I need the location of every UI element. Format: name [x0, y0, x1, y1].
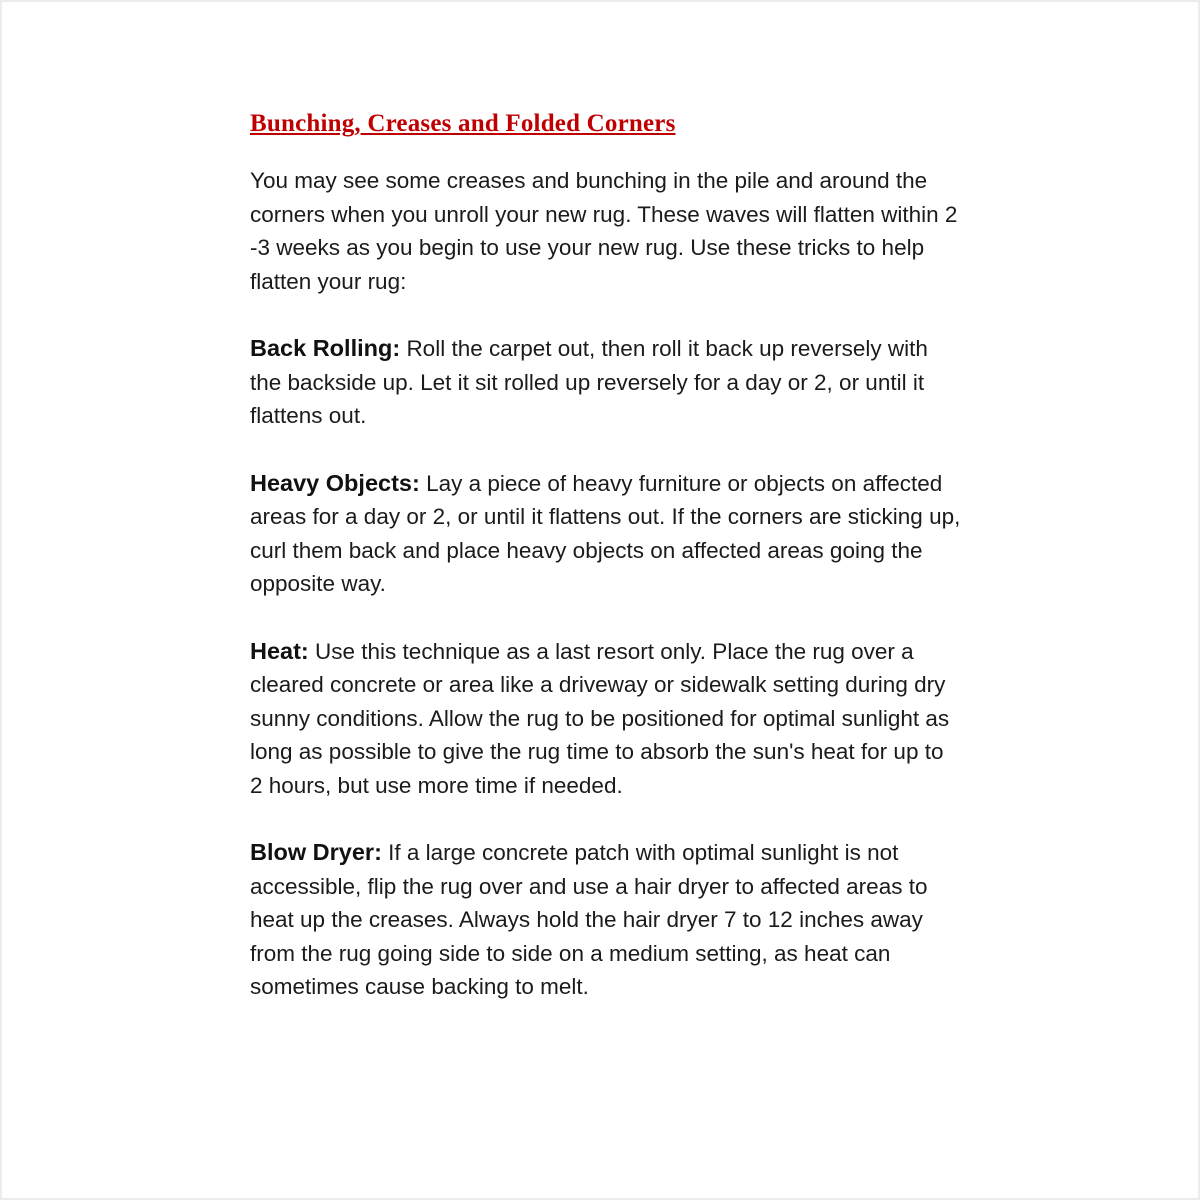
section-label-heavy-objects: Heavy Objects:: [250, 469, 420, 496]
section-heavy-objects: [250, 467, 962, 601]
section-text-heat: Use this technique as a last resort only. Place the rug over a cleared concrete or area like a driveway or sidewalk setting during dry sunny conditions. Allow the rug to be positioned for optimal sunlight as long as possible to give the rug time to absorb the sun's heat for up to 2 hours, but use more time if needed.: [250, 638, 950, 798]
section-heat: [250, 635, 962, 803]
section-text-blow-dryer: If a large concrete patch with optimal sunlight is not accessible, flip the rug over and use a hair dryer to affected areas to heat up the creases. Always hold the hair dryer 7 to 12 inches away from the rug going side to side on a medium setting, as heat can sometimes cause backing to melt.: [250, 840, 928, 999]
section-label-blow-dryer: Blow Dryer:: [250, 839, 382, 865]
section-back-rolling: [250, 332, 962, 433]
intro-paragraph: You may see some creases and bunching in the pile and around the corners when you unroll your new rug. These waves will flatten within 2 -3 weeks as you begin to use your new rug. Use these tricks to help flatten your rug:: [250, 168, 958, 294]
document-body: [250, 110, 962, 1038]
section-blow-dryer: [250, 836, 962, 1004]
section-label-back-rolling: Back Rolling:: [250, 335, 401, 361]
document-heading: Bunching, Creases and Folded Corners: [250, 110, 676, 137]
section-text-heavy-objects: Lay a piece of heavy furniture or objects on affected areas for a day or 2, or until it flattens out. If the corners are sticking up, curl them back and place heavy objects on affected areas going the opposite way.: [250, 470, 961, 596]
section-text-back-rolling: Roll the carpet out, then roll it back up reversely with the backside up. Let it sit rolled up reversely for a day or 2, or until it flattens out.: [250, 336, 928, 428]
section-label-heat: Heat:: [250, 637, 309, 664]
